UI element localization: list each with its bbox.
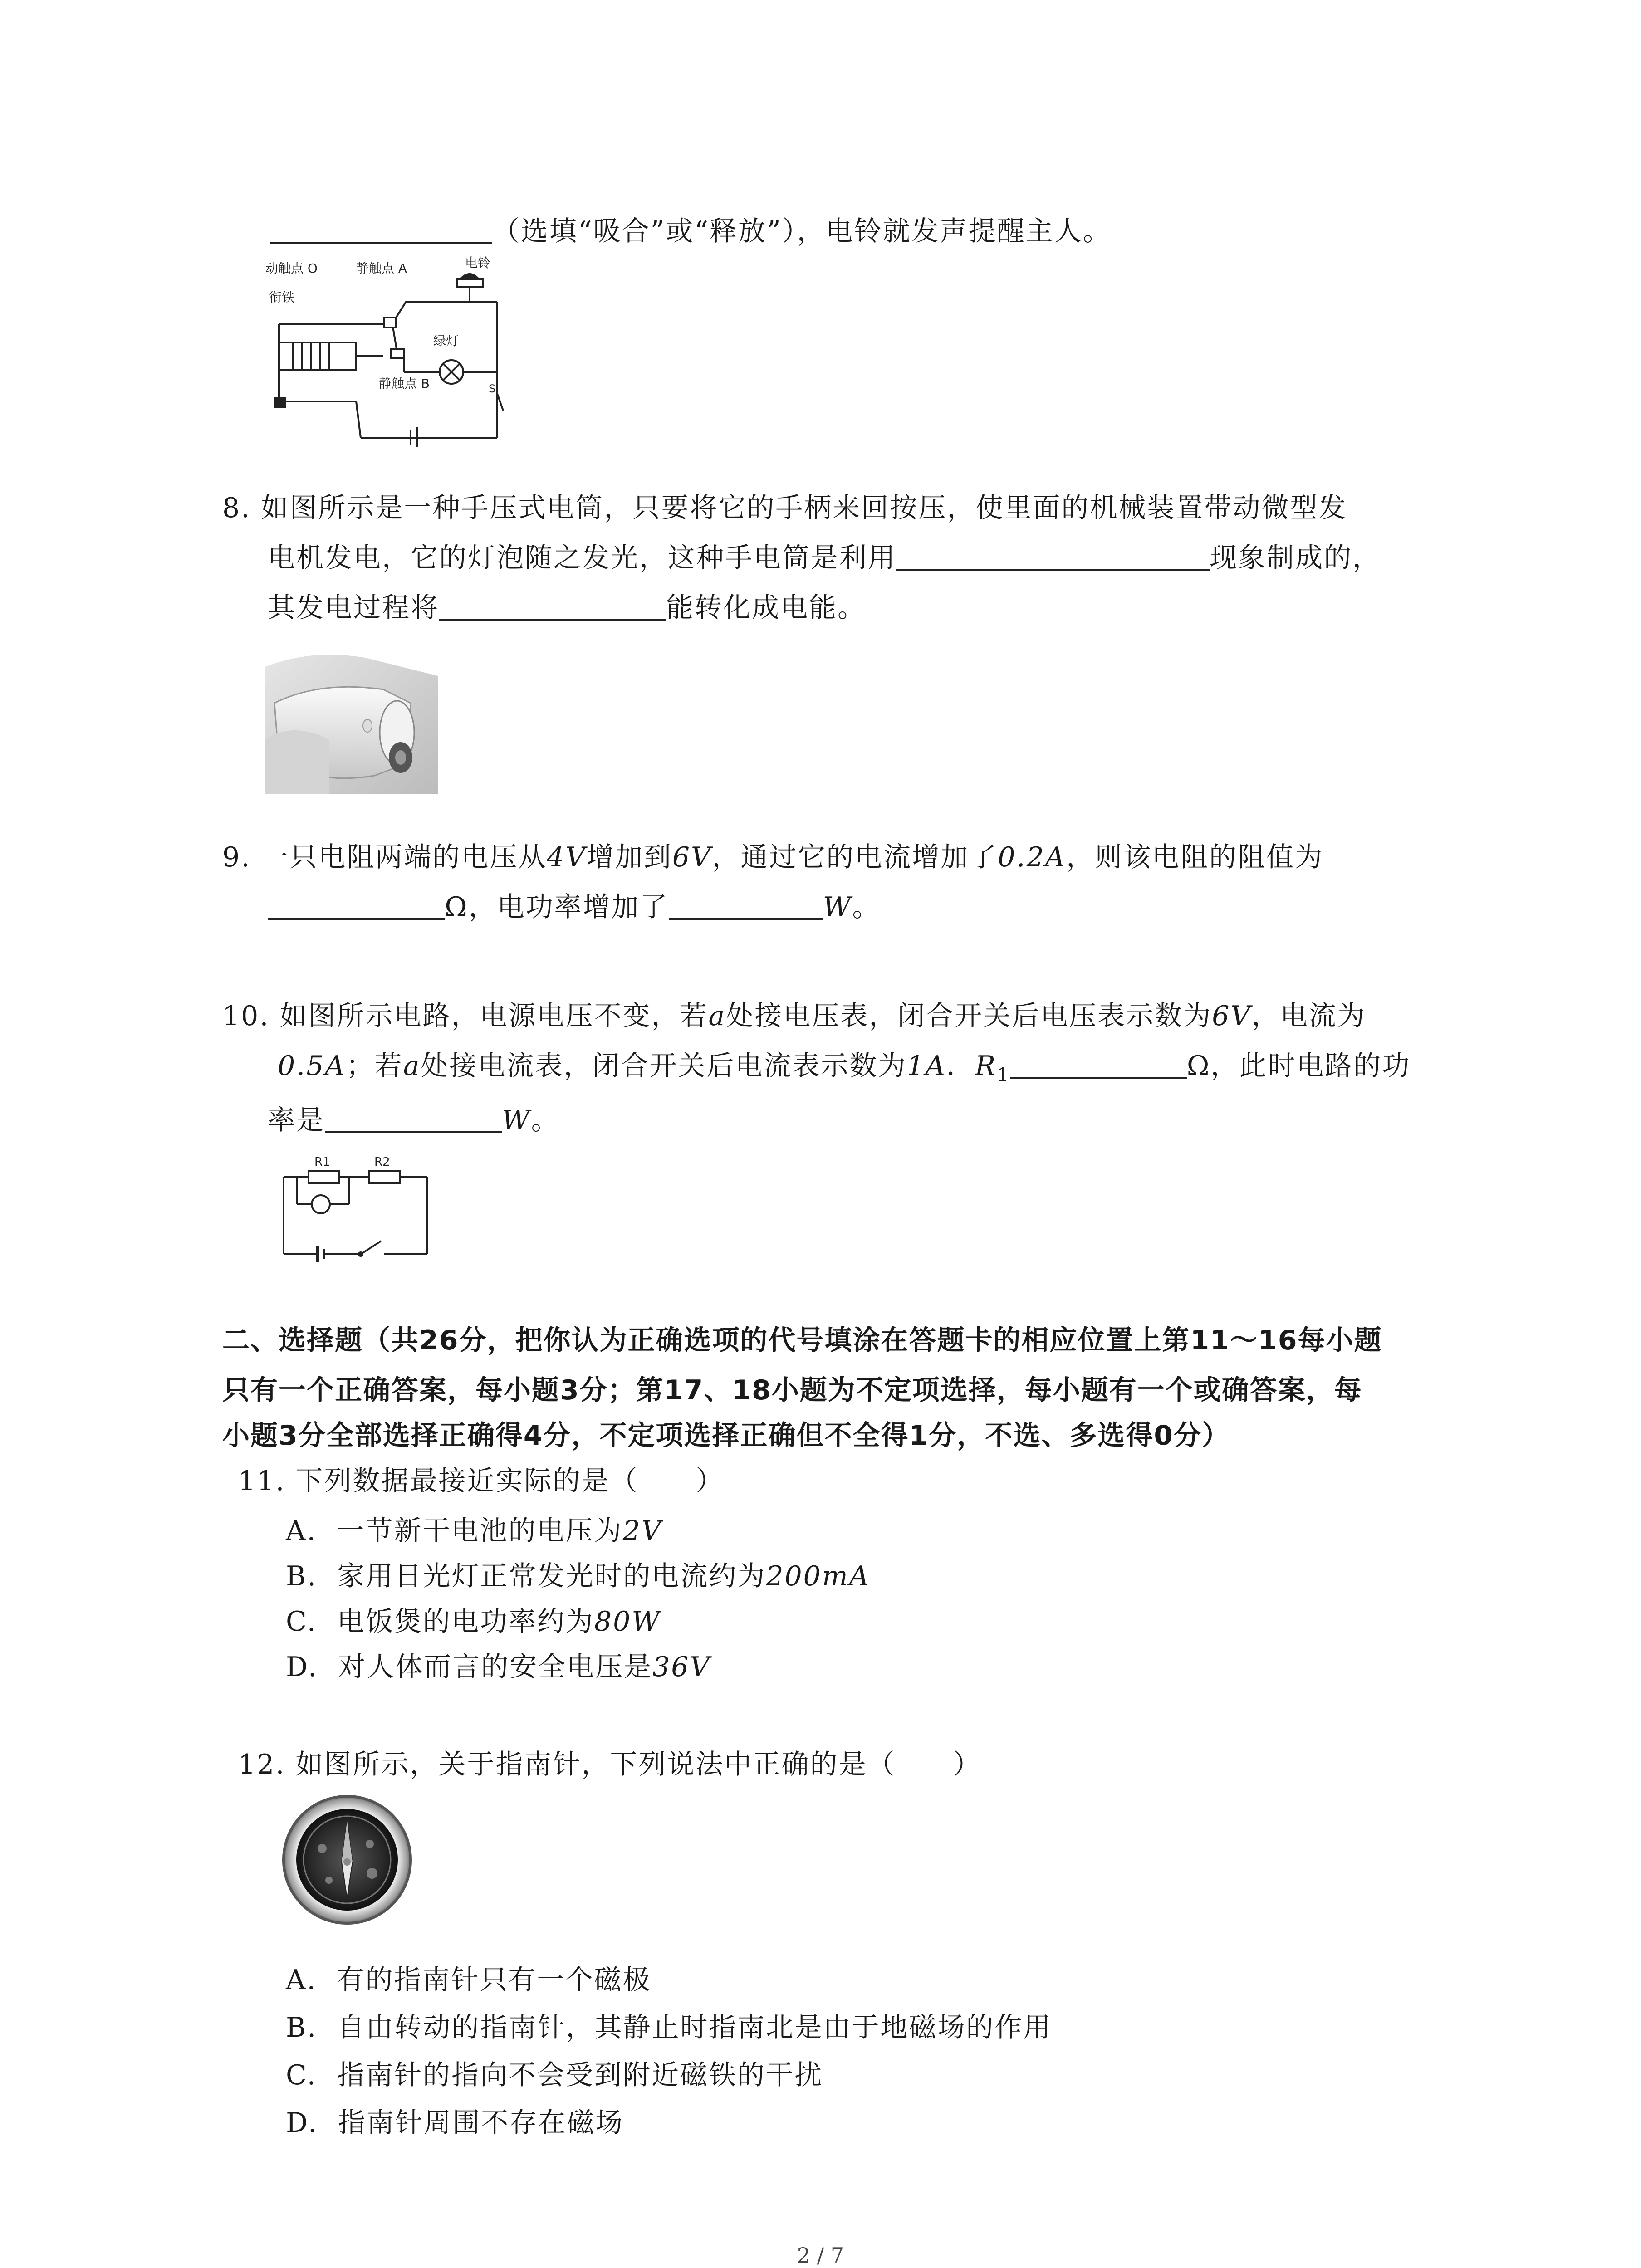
q7-blank[interactable]	[270, 214, 492, 244]
q10-text3: ，电流为	[1251, 1000, 1366, 1032]
compass-photo	[279, 1794, 415, 1926]
option-label: C.	[286, 1606, 317, 1637]
option-label: B.	[286, 2012, 318, 2043]
q11-option-d[interactable]	[286, 1649, 711, 1685]
q10-text6: Ω，此时电路的功	[1186, 1050, 1411, 1082]
q8-line3	[268, 590, 866, 626]
q10-voltage: 6V	[1212, 1000, 1252, 1032]
q10-current2: 1A	[906, 1050, 947, 1082]
q11-stem: 11. 下列数据最接近实际的是（ ）	[238, 1465, 725, 1497]
option-value: 200mA	[766, 1560, 871, 1592]
q9-period: 。	[852, 891, 881, 923]
q10-point-a2: a	[403, 1050, 421, 1082]
q9-current: 0.2A	[998, 841, 1067, 873]
q9-text5: Ω，电功率增加了	[445, 891, 669, 923]
q11-option-a[interactable]	[286, 1513, 662, 1549]
option-text: 有的指南针只有一个磁极	[337, 1964, 652, 1996]
q7-answer-line	[270, 213, 1112, 249]
q10-line3	[268, 1102, 560, 1139]
label-switch: S	[489, 382, 496, 395]
q10-period: 。	[531, 1105, 560, 1136]
option-text: 电饭煲的电功率约为	[337, 1606, 594, 1637]
q10-text5: 处接电流表，闭合开关后电流表示数为	[421, 1050, 907, 1082]
q10-dot: ．	[946, 1050, 975, 1082]
q10-point-a1: a	[708, 1000, 726, 1032]
q10-current1: 0.5A	[278, 1050, 346, 1082]
q12-option-d[interactable]	[286, 2105, 624, 2141]
q9-blank1[interactable]	[268, 890, 445, 920]
q9-text4: ，则该电阻的阻值为	[1066, 841, 1324, 873]
option-value: 80W	[594, 1606, 661, 1637]
q9-unit-w: W	[823, 891, 852, 923]
option-label: B.	[286, 1560, 318, 1592]
label-r2: R2	[374, 1155, 390, 1169]
q8-line2b: 现象制成的，	[1210, 542, 1381, 574]
q8-line3a: 其发电过程将	[268, 592, 439, 624]
label-green-lamp: 绿灯	[433, 333, 459, 348]
option-value: 36V	[652, 1651, 711, 1683]
q9-blank2[interactable]	[669, 890, 823, 920]
q10-text4: ；若	[346, 1050, 403, 1082]
q10-blank1[interactable]	[1010, 1049, 1187, 1079]
option-text: 自由转动的指南针，其静止时指南北是由于地磁场的作用	[337, 2012, 1052, 2043]
q10-line2	[278, 1048, 1411, 1093]
q12-option-b[interactable]	[286, 2009, 1052, 2046]
option-label: A.	[286, 1964, 317, 1996]
q8-blank2[interactable]	[439, 591, 666, 621]
q12-option-a[interactable]	[286, 1962, 652, 1998]
q8-line1: 8. 如图所示是一种手压式电筒，只要将它的手柄来回按压，使里面的机械装置带动微型发	[222, 492, 1347, 524]
option-text: 对人体而言的安全电压是	[338, 1651, 653, 1683]
q9-text2: 增加到	[586, 841, 672, 873]
option-label: A.	[286, 1515, 317, 1547]
q8-blank1[interactable]	[896, 541, 1210, 571]
label-static-a: 静触点 A	[356, 261, 407, 276]
q10-text7: 率是	[268, 1105, 325, 1136]
label-static-b: 静触点 B	[379, 376, 430, 391]
q9-line2	[268, 889, 881, 925]
section2-line2: 只有一个正确答案，每小题3分；第17、18小题为不定项选择，每小题有一个或确答案，每	[222, 1374, 1362, 1406]
q8-line3b: 能转化成电能。	[666, 592, 866, 624]
q9-text1: 9. 一只电阻两端的电压从	[222, 841, 547, 873]
q9-voltage1: 4V	[547, 841, 587, 873]
q10-r-symbol: R	[975, 1050, 997, 1082]
option-label: D.	[286, 1651, 318, 1683]
q9-line1	[222, 839, 1323, 875]
page-number: 2 / 7	[797, 2243, 844, 2268]
q10-text1: 10. 如图所示电路，电源电压不变，若	[222, 1000, 709, 1032]
q11-option-c[interactable]	[286, 1603, 661, 1640]
option-label: C.	[286, 2059, 317, 2091]
label-bell: 电铃	[465, 256, 491, 270]
q11-option-b[interactable]	[286, 1558, 870, 1594]
q10-text2: 处接电压表，闭合开关后电压表示数为	[726, 1000, 1212, 1032]
q9-voltage2: 6V	[672, 841, 712, 873]
q7-tail-text: （选填“吸合”或“释放”），电铃就发声提醒主人。	[492, 215, 1112, 247]
option-label: D.	[286, 2107, 318, 2139]
label-armature: 衔铁	[269, 290, 295, 305]
option-text: 指南针周围不存在磁场	[338, 2107, 624, 2139]
q9-text3: ，通过它的电流增加了	[712, 841, 998, 873]
option-text: 指南针的指向不会受到附近磁铁的干扰	[337, 2059, 823, 2091]
q8-line2	[268, 540, 1381, 576]
option-text: 一节新干电池的电压为	[337, 1515, 623, 1547]
option-value: 2V	[622, 1515, 663, 1547]
q10-circuit-figure	[279, 1152, 433, 1266]
option-text: 家用日光灯正常发光时的电流约为	[337, 1560, 766, 1592]
q10-blank2[interactable]	[325, 1103, 502, 1133]
hand-flashlight-photo	[265, 649, 438, 794]
q10-unit-w: W	[502, 1105, 531, 1136]
label-moving-contact: 动触点 O	[265, 261, 318, 276]
q10-r-subscript: 1	[997, 1065, 1010, 1085]
q12-stem: 12. 如图所示，关于指南针，下列说法中正确的是（ ）	[238, 1749, 982, 1780]
section2-line3: 小题3分全部选择正确得4分，不定项选择正确但不全得1分，不选、多选得0分）	[222, 1420, 1230, 1452]
label-r1: R1	[314, 1155, 330, 1169]
q10-line1	[222, 998, 1366, 1034]
q12-option-c[interactable]	[286, 2057, 823, 2093]
relay-circuit-figure	[265, 256, 519, 447]
section2-line1: 二、选择题（共26分，把你认为正确选项的代号填涂在答题卡的相应位置上第11～16每小题	[222, 1325, 1382, 1356]
q8-line2a: 电机发电，它的灯泡随之发光，这种手电筒是利用	[268, 542, 896, 574]
